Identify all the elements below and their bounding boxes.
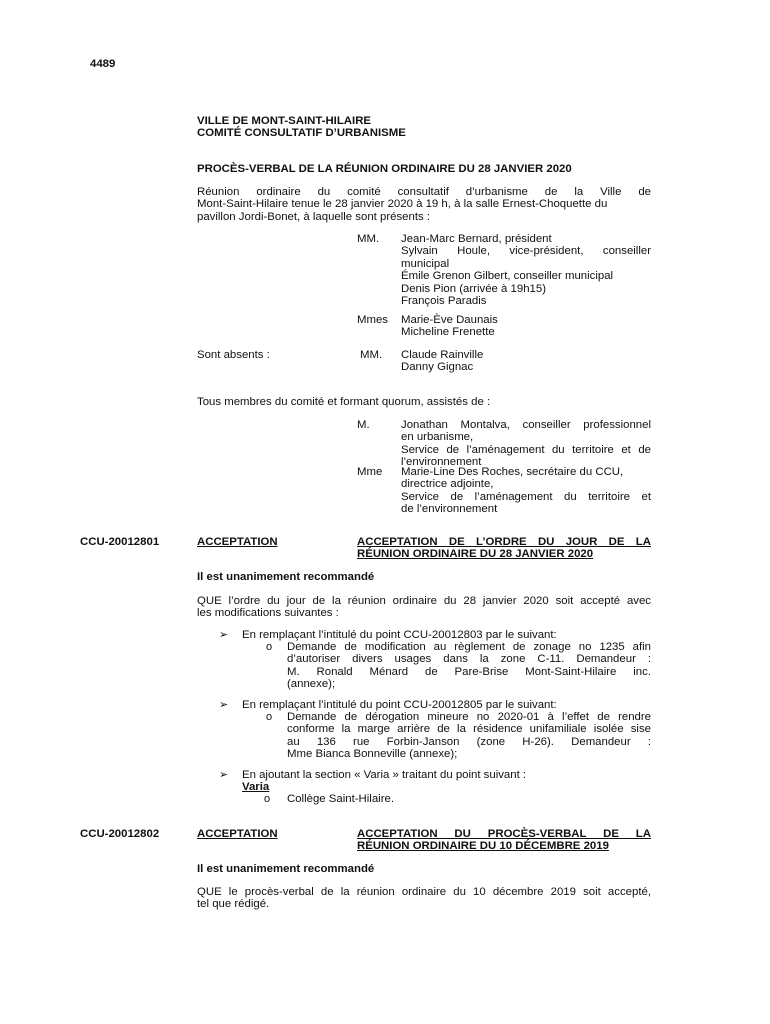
- sub-bullet-line: au 136 rue Forbin-Janson (zone H-26). Demandeur :: [287, 735, 651, 748]
- assist-line: directrice adjointe,: [401, 478, 494, 491]
- sub-bullet-text: [287, 711, 651, 761]
- arrow-bullet-icon: ➢: [219, 629, 229, 641]
- item-title-line: RÉUNION ORDINAIRE DU 28 JANVIER 2020: [357, 548, 594, 561]
- committee-name: COMITÉ CONSULTATIF D’URBANISME: [197, 127, 406, 139]
- item-title-line: RÉUNION ORDINAIRE DU 10 DÉCEMBRE 2019: [357, 840, 609, 853]
- arrow-bullet-icon: ➢: [219, 699, 229, 711]
- assist-mme-title: Mme: [357, 466, 383, 478]
- assist-line: Marie-Line Des Roches, secrétaire du CCU,: [401, 466, 624, 478]
- sub-bullet-line: Demande de modification au règlement de zonage no 1235 afin: [287, 641, 651, 653]
- intro-line: pavillon Jordi-Bonet, à laquelle sont présents :: [197, 210, 431, 223]
- assist-line: Service de l’aménagement du territoire et: [401, 490, 651, 503]
- absent-list: [401, 349, 483, 374]
- item-code: CCU-20012801: [80, 536, 160, 548]
- assist-line: en urbanisme,: [401, 431, 474, 444]
- sub-bullet-text: Collège Saint-Hilaire.: [287, 793, 394, 805]
- intro-line: Réunion ordinaire du comité consultatif d’urbanisme de la Ville de: [197, 186, 651, 198]
- sub-bullet-line: M. Ronald Ménard de Pare-Brise Mont-Saint-Hilaire inc.: [287, 665, 651, 678]
- resolution-text: [197, 886, 651, 911]
- assist-m-list: [401, 419, 651, 469]
- member-name: Marie-Ève Daunais: [401, 314, 498, 326]
- absent-label: Sont absents :: [197, 349, 270, 361]
- member-name: Danny Gignac: [401, 361, 474, 374]
- city-name: VILLE DE MONT-SAINT-HILAIRE: [197, 115, 372, 127]
- varia-heading: Varia: [242, 781, 270, 793]
- assist-line: Jonathan Montalva, conseiller professionnel: [401, 419, 651, 431]
- bullet-text: En ajoutant la section « Varia » traitant du point suivant :: [242, 769, 527, 781]
- member-name: François Paradis: [401, 295, 487, 308]
- sub-bullet-line: Mme Bianca Bonneville (annexe);: [287, 748, 458, 761]
- item-category: ACCEPTATION: [197, 536, 278, 548]
- member-name: Sylvain Houle, vice-président, conseiller: [401, 245, 651, 258]
- member-name: municipal: [401, 257, 450, 270]
- absent-title: MM.: [360, 349, 383, 361]
- quorum-text: Tous membres du comité et formant quorum, assistés de :: [197, 396, 491, 408]
- sub-bullet-text: [287, 641, 651, 691]
- arrow-bullet-icon: ➢: [219, 769, 229, 781]
- assist-mme-list: [401, 466, 651, 516]
- sub-bullet-line: Demande de dérogation mineure no 2020-01 à l’effet de rendre: [287, 711, 651, 723]
- member-name: Émile Grenon Gilbert, conseiller municipal: [401, 270, 614, 283]
- assist-line: Service de l’aménagement du territoire et de: [401, 443, 651, 456]
- member-name: Micheline Frenette: [401, 326, 495, 339]
- resolution-line: QUE le procès-verbal de la réunion ordinaire du 10 décembre 2019 soit accepté,: [197, 886, 651, 898]
- sub-bullet-line: d’autoriser divers usages dans la zone C-11. Demandeur :: [287, 653, 651, 666]
- item-code: CCU-20012802: [80, 828, 160, 840]
- resolution-line: tel que rédigé.: [197, 898, 270, 911]
- resolution-text: [197, 595, 651, 620]
- present-mm-title: MM.: [357, 233, 380, 245]
- circle-bullet-icon: o: [264, 793, 271, 805]
- item-category: ACCEPTATION: [197, 828, 278, 840]
- page-number: 4489: [90, 58, 116, 70]
- recommendation-heading: Il est unanimement recommandé: [197, 571, 375, 583]
- resolution-line: les modifications suivantes :: [197, 607, 339, 620]
- recommendation-heading: Il est unanimement recommandé: [197, 863, 375, 875]
- item-title-line: ACCEPTATION DE L’ORDRE DU JOUR DE LA: [357, 536, 651, 548]
- bullet-text: En remplaçant l’intitulé du point CCU-20012803 par le suivant:: [242, 629, 557, 641]
- item-title-line: ACCEPTATION DU PROCÈS-VERBAL DE LA: [357, 828, 651, 840]
- assist-line: l’environnement: [401, 456, 482, 469]
- document-title: PROCÈS-VERBAL DE LA RÉUNION ORDINAIRE DU 28 JANVIER 2020: [197, 163, 572, 175]
- assist-m-title: M.: [357, 419, 370, 431]
- item-title: [357, 536, 651, 561]
- assist-line: de l’environnement: [401, 503, 498, 516]
- bullet-text: En remplaçant l’intitulé du point CCU-20012805 par le suivant:: [242, 699, 557, 711]
- intro-paragraph: [197, 186, 651, 223]
- present-mmes-title: Mmes: [357, 314, 389, 326]
- sub-bullet-line: conforme la marge arrière de la résidence unifamiliale isolée sise: [287, 723, 651, 736]
- item-title: [357, 828, 651, 853]
- sub-bullet-line: (annexe);: [287, 678, 336, 691]
- member-name: Jean-Marc Bernard, président: [401, 233, 552, 245]
- member-name: Denis Pion (arrivée à 19h15): [401, 282, 546, 295]
- circle-bullet-icon: o: [266, 641, 273, 653]
- present-mmes-list: [401, 314, 498, 339]
- resolution-line: QUE l’ordre du jour de la réunion ordinaire du 28 janvier 2020 soit accepté avec: [197, 595, 651, 607]
- circle-bullet-icon: o: [266, 711, 273, 723]
- intro-line: Mont-Saint-Hilaire tenue le 28 janvier 2020 à 19 h, à la salle Ernest-Choquette du: [197, 198, 608, 211]
- present-mm-list: [401, 233, 651, 307]
- member-name: Claude Rainville: [401, 349, 484, 361]
